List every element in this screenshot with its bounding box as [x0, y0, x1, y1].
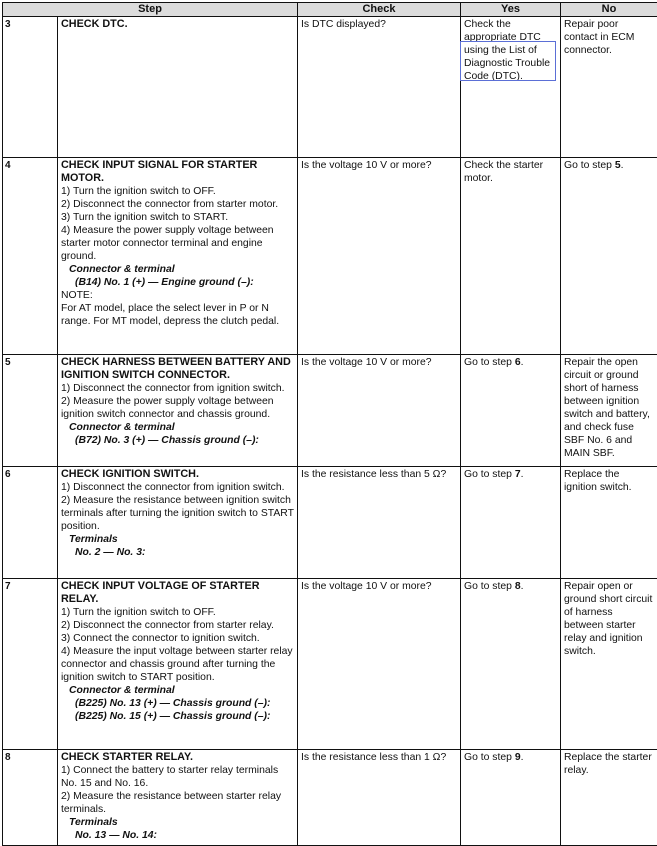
no-cell — [561, 158, 657, 355]
yes-step-number: 9 — [515, 752, 521, 763]
no-text: Replace the ignition switch. — [564, 469, 632, 493]
step-instruction: For AT model, place the select lever in P or N range. For MT model, depress the clutch pedal. — [61, 302, 294, 328]
header-yes: Yes — [461, 3, 561, 17]
spec-value: (B225) No. 13 (+) — Chassis ground (–): — [61, 697, 294, 710]
yes-cell — [461, 467, 561, 579]
spec-heading: Connector & terminal — [61, 421, 294, 434]
yes-step-number: 7 — [515, 469, 521, 480]
step-instruction: 2) Measure the resistance between starter relay terminals. — [61, 790, 294, 816]
table-row — [3, 355, 657, 467]
yes-cell — [461, 355, 561, 467]
no-step-number: 5 — [615, 160, 621, 171]
step-cell — [58, 579, 298, 750]
diagnostic-table — [2, 2, 657, 846]
step-instruction: 2) Measure the resistance between ignition switch terminals after turning the ignition switch to START position. — [61, 494, 294, 533]
table-row — [3, 467, 657, 579]
table-row — [3, 750, 657, 846]
step-title: CHECK INPUT SIGNAL FOR STARTER MOTOR. — [61, 159, 294, 185]
step-title: CHECK INPUT VOLTAGE OF STARTER RELAY. — [61, 580, 294, 606]
step-cell — [58, 355, 298, 467]
table-row — [3, 579, 657, 750]
step-instruction: 1) Turn the ignition switch to OFF. — [61, 606, 294, 619]
spec-heading: Connector & terminal — [61, 263, 294, 276]
step-instruction: 1) Connect the battery to starter relay terminals No. 15 and No. 16. — [61, 764, 294, 790]
yes-cell — [461, 158, 561, 355]
yes-cell — [461, 750, 561, 846]
yes-text: Go to step — [464, 357, 515, 368]
spec-heading: Terminals — [61, 533, 294, 546]
step-instruction: 1) Disconnect the connector from ignition switch. — [61, 382, 294, 395]
step-number: 6 — [3, 467, 58, 579]
yes-text-end: . — [521, 469, 524, 480]
yes-text-end: . — [521, 357, 524, 368]
step-instruction: NOTE: — [61, 289, 294, 302]
check-cell: Is the voltage 10 V or more? — [298, 355, 461, 467]
step-instruction: 1) Disconnect the connector from ignition switch. — [61, 481, 294, 494]
spec-value: (B72) No. 3 (+) — Chassis ground (–): — [61, 434, 294, 447]
step-cell — [58, 17, 298, 158]
step-cell — [58, 750, 298, 846]
check-cell: Is the voltage 10 V or more? — [298, 158, 461, 355]
header-no: No — [561, 3, 657, 17]
yes-step-number: 6 — [515, 357, 521, 368]
no-cell — [561, 17, 657, 158]
check-cell: Is the resistance less than 1 Ω? — [298, 750, 461, 846]
step-instruction: 3) Connect the connector to ignition switch. — [61, 632, 294, 645]
yes-text-end: . — [521, 752, 524, 763]
header-step: Step — [3, 3, 298, 17]
yes-text-end: . — [521, 581, 524, 592]
step-instruction: 4) Measure the input voltage between starter relay connector and chassis ground after turning the ignition switch to START position. — [61, 645, 294, 684]
no-cell — [561, 579, 657, 750]
check-cell: Is the resistance less than 5 Ω? — [298, 467, 461, 579]
no-text-end: . — [621, 160, 624, 171]
check-cell: Is DTC displayed? — [298, 17, 461, 158]
check-cell: Is the voltage 10 V or more? — [298, 579, 461, 750]
step-instruction: 2) Disconnect the connector from starter relay. — [61, 619, 294, 632]
yes-text: Check the starter motor. — [464, 160, 543, 184]
step-number: 5 — [3, 355, 58, 467]
yes-text: Go to step — [464, 752, 515, 763]
step-title: CHECK DTC. — [61, 18, 294, 31]
yes-text: Go to step — [464, 469, 515, 480]
step-cell — [58, 467, 298, 579]
step-cell — [58, 158, 298, 355]
header-check: Check — [298, 3, 461, 17]
table-row — [3, 158, 657, 355]
spec-heading: Connector & terminal — [61, 684, 294, 697]
spec-heading: Terminals — [61, 816, 294, 829]
no-cell — [561, 467, 657, 579]
step-instruction: 1) Turn the ignition switch to OFF. — [61, 185, 294, 198]
step-instruction: 2) Disconnect the connector from starter motor. — [61, 198, 294, 211]
step-instruction: 4) Measure the power supply voltage between starter motor connector terminal and engine ground. — [61, 224, 294, 263]
step-title: CHECK HARNESS BETWEEN BATTERY AND IGNITION SWITCH CONNECTOR. — [61, 356, 294, 382]
step-title: CHECK STARTER RELAY. — [61, 751, 294, 764]
step-instruction: 3) Turn the ignition switch to START. — [61, 211, 294, 224]
no-cell — [561, 750, 657, 846]
no-cell — [561, 355, 657, 467]
step-number: 3 — [3, 17, 58, 158]
no-text: Repair the open circuit or ground short of harness between ignition switch and battery, and check fuse SBF No. 6 and MAIN SBF. — [564, 357, 650, 459]
yes-text: Go to step — [464, 581, 515, 592]
yes-step-number: 8 — [515, 581, 521, 592]
spec-value: No. 2 — No. 3: — [61, 546, 294, 559]
step-number: 7 — [3, 579, 58, 750]
no-text: Go to step — [564, 160, 615, 171]
no-text: Repair open or ground short circuit of harness between starter relay and ignition switch. — [564, 581, 652, 657]
step-title: CHECK IGNITION SWITCH. — [61, 468, 294, 481]
step-instruction: 2) Measure the power supply voltage between ignition switch connector and chassis ground. — [61, 395, 294, 421]
no-text: Repair poor contact in ECM connector. — [564, 19, 634, 56]
no-text: Replace the starter relay. — [564, 752, 652, 776]
spec-value: No. 13 — No. 14: — [61, 829, 294, 842]
dtc-list-link[interactable] — [460, 41, 556, 81]
yes-cell — [461, 579, 561, 750]
table-row — [3, 17, 657, 158]
step-number: 8 — [3, 750, 58, 846]
step-number: 4 — [3, 158, 58, 355]
yes-cell — [461, 17, 561, 158]
spec-value: (B225) No. 15 (+) — Chassis ground (–): — [61, 710, 294, 723]
yes-text: Check the appropriate DTC using the List of Diagnostic Trouble Code (DTC). — [464, 19, 550, 82]
spec-value: (B14) No. 1 (+) — Engine ground (–): — [61, 276, 294, 289]
header-row — [3, 3, 657, 17]
